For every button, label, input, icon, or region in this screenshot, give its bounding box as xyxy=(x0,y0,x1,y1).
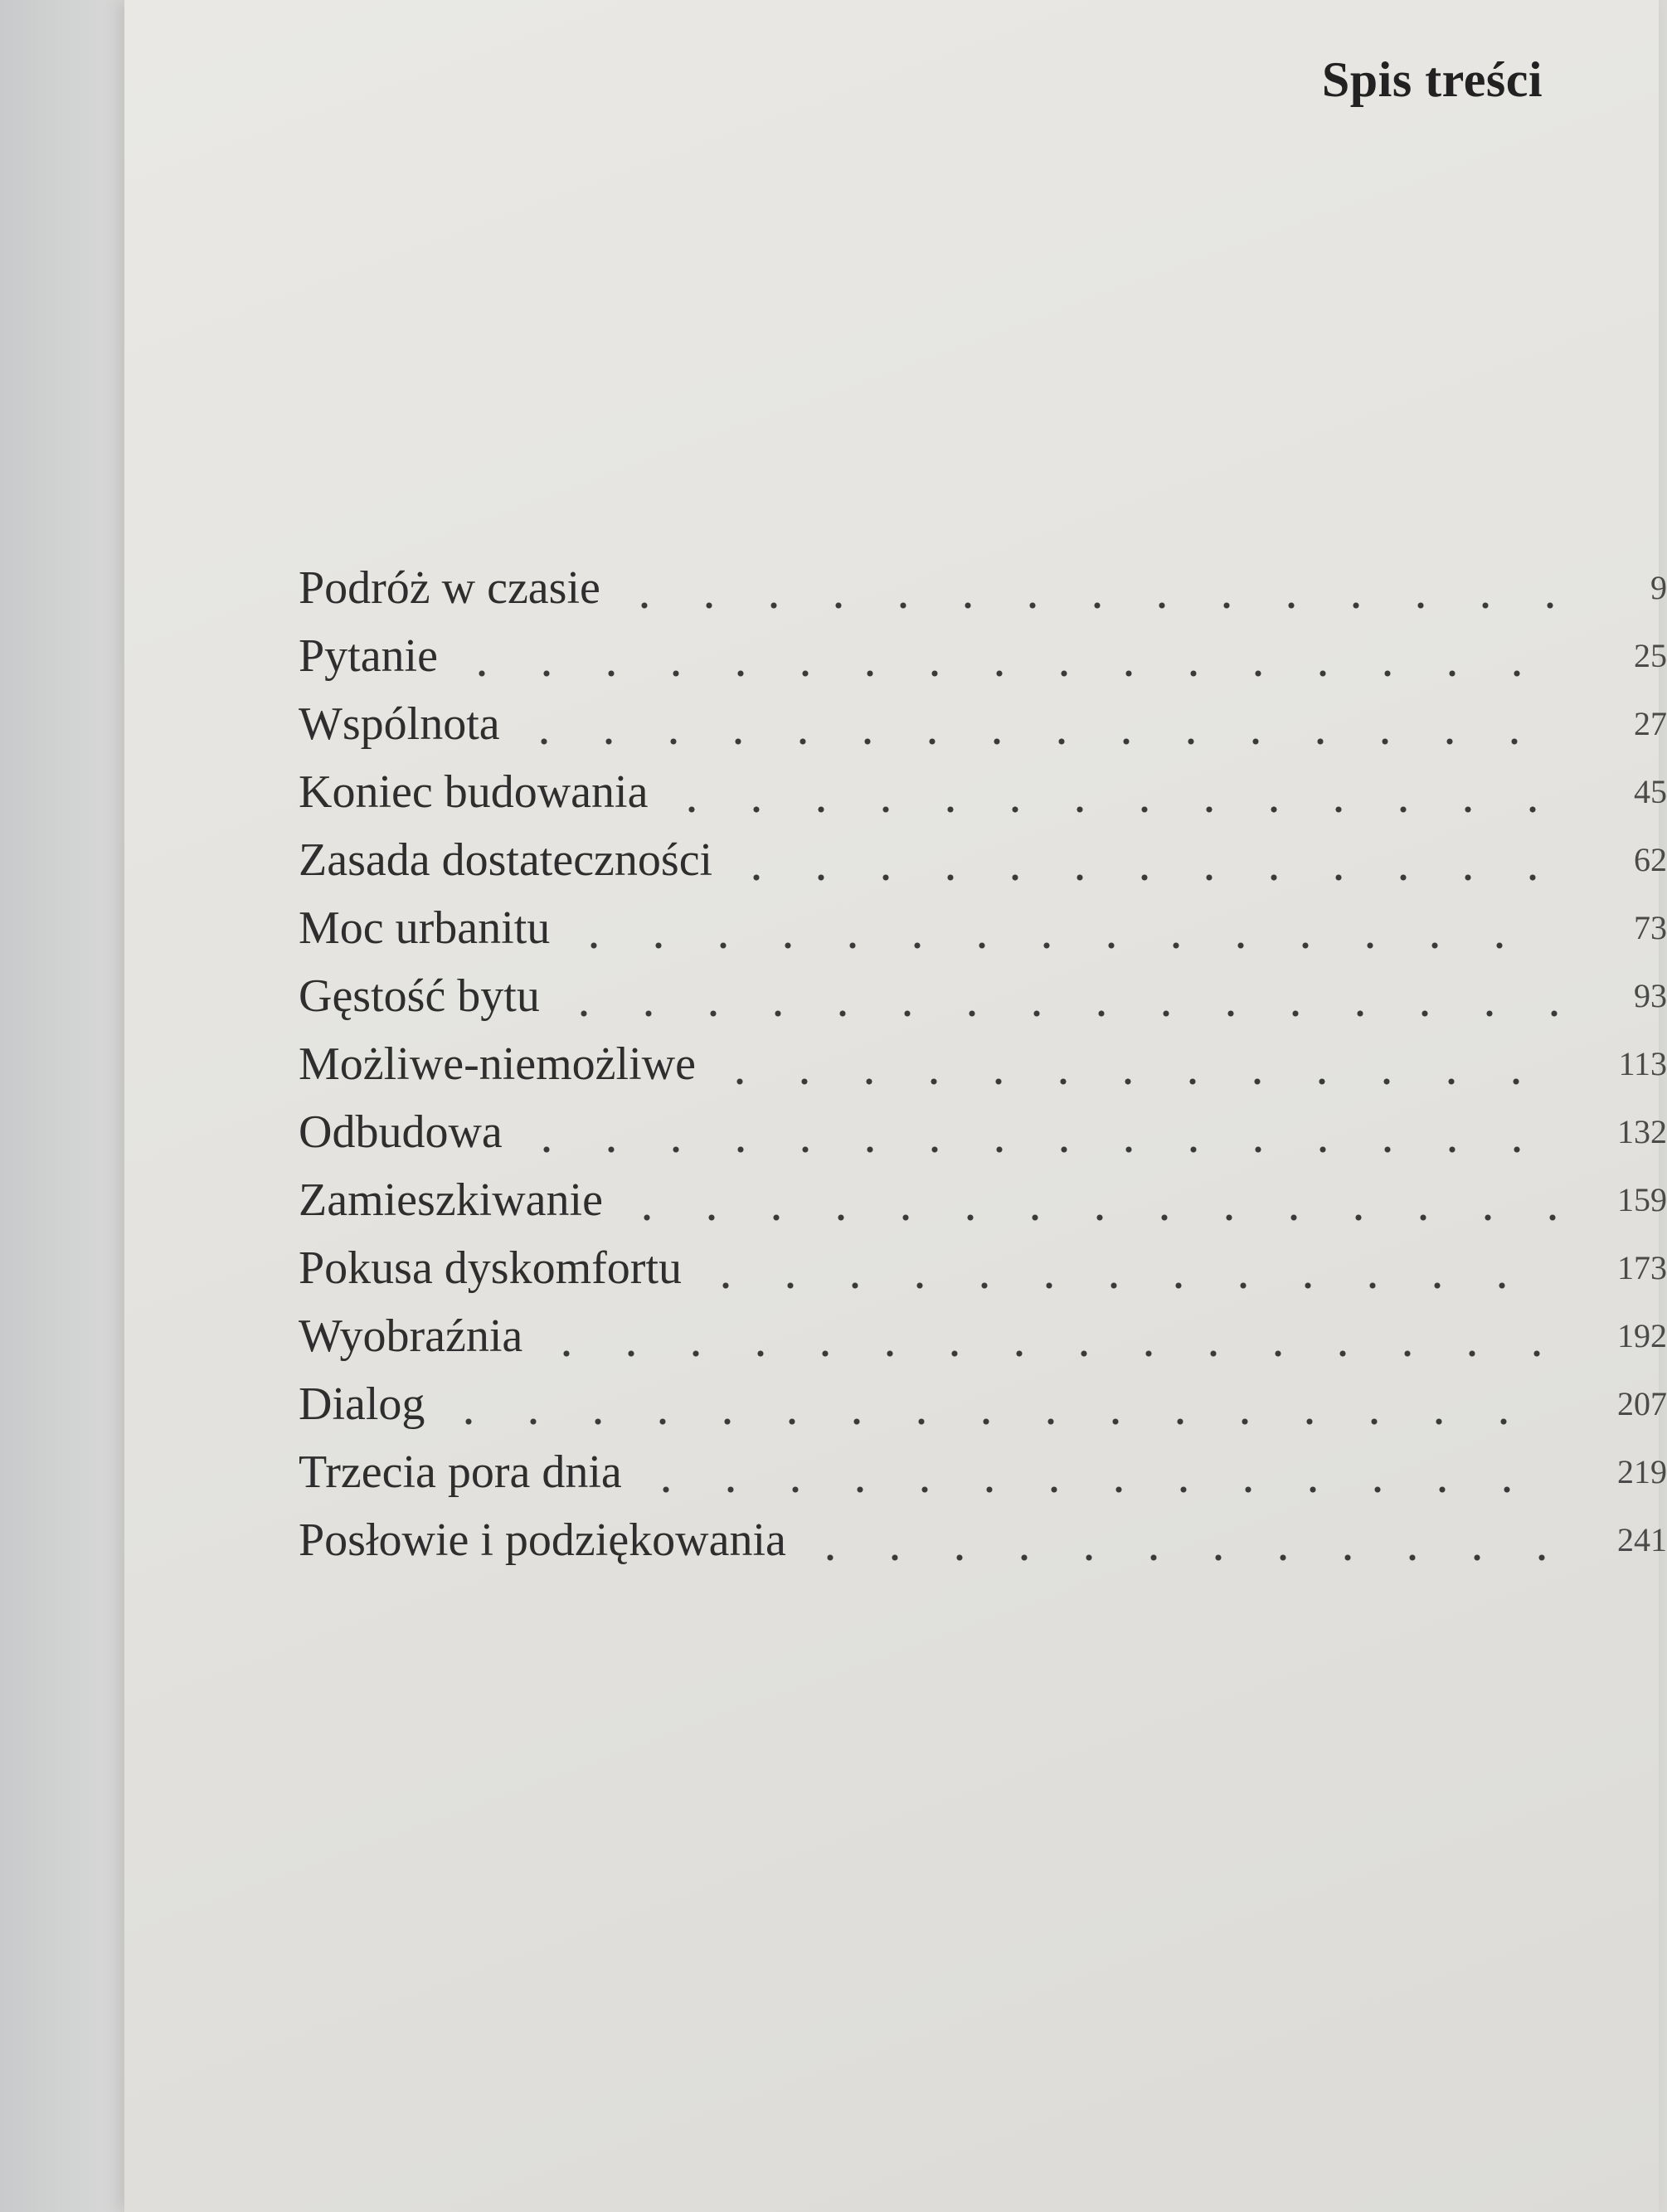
toc-entry-title: Pokusa dyskomfortu xyxy=(299,1242,682,1294)
toc-entry-page: 9 xyxy=(1650,569,1667,606)
toc-entry xyxy=(299,889,1667,957)
toc-entry-title: Dialog xyxy=(299,1378,425,1430)
toc-entry-title: Wspólnota xyxy=(299,698,500,750)
toc-entry xyxy=(299,685,1667,753)
toc-entry-page: 159 xyxy=(1617,1181,1667,1218)
toc-dot-leader xyxy=(512,695,1561,753)
book-page xyxy=(124,0,1667,2212)
toc-entry-title: Zamieszkiwanie xyxy=(299,1174,603,1226)
toc-entry-page: 73 xyxy=(1634,909,1667,946)
toc-dot-leader xyxy=(514,1103,1561,1161)
toc-dot-leader xyxy=(798,1511,1561,1569)
toc-entry xyxy=(299,1433,1667,1501)
toc-entry-page: 207 xyxy=(1617,1385,1667,1422)
toc-entry-title: Trzecia pora dnia xyxy=(299,1446,622,1498)
toc-dot-leader xyxy=(634,1443,1561,1501)
toc-entry-title: Odbudowa xyxy=(299,1106,503,1158)
toc-entry-page: 132 xyxy=(1617,1113,1667,1150)
toc-dot-leader xyxy=(561,899,1561,957)
toc-entry-page: 113 xyxy=(1618,1045,1667,1082)
toc-entry-title: Możliwe-niemożliwe xyxy=(299,1038,696,1090)
toc-entry xyxy=(299,1093,1667,1161)
toc-entry-title: Zasada dostateczności xyxy=(299,834,713,886)
toc-entry xyxy=(299,617,1667,685)
toc-entry-page: 241 xyxy=(1617,1521,1667,1558)
page-heading: Spis treści xyxy=(1321,52,1543,107)
toc-entry-page: 45 xyxy=(1634,773,1667,810)
toc-entry xyxy=(299,1161,1667,1229)
toc-entry-page: 219 xyxy=(1617,1453,1667,1490)
toc-entry-page: 173 xyxy=(1617,1249,1667,1286)
toc-dot-leader xyxy=(724,831,1561,889)
toc-dot-leader xyxy=(693,1239,1561,1297)
toc-entry xyxy=(299,821,1667,889)
toc-entry xyxy=(299,549,1667,617)
toc-dot-leader xyxy=(450,627,1561,685)
toc-entry xyxy=(299,1297,1667,1365)
toc-entry-title: Koniec budowania xyxy=(299,766,649,818)
toc-entry-title: Gęstość bytu xyxy=(299,970,540,1022)
toc-entry xyxy=(299,1501,1667,1569)
toc-entry-page: 62 xyxy=(1634,841,1667,878)
toc-entry-title: Pytanie xyxy=(299,630,438,682)
toc-entry-title: Podróż w czasie xyxy=(299,562,600,614)
toc-entry-page: 25 xyxy=(1634,637,1667,674)
toc-entry-page: 27 xyxy=(1634,705,1667,742)
toc-entry-title: Moc urbanitu xyxy=(299,902,551,954)
toc-entry-page: 192 xyxy=(1617,1317,1667,1354)
toc-entry-title: Posłowie i podziękowania xyxy=(299,1514,786,1566)
toc-dot-leader xyxy=(707,1035,1561,1093)
toc-entry-title: Wyobraźnia xyxy=(299,1310,523,1362)
toc-entry xyxy=(299,753,1667,821)
toc-dot-leader xyxy=(436,1375,1561,1433)
toc-entry xyxy=(299,957,1667,1025)
toc-entry xyxy=(299,1365,1667,1433)
toc-entry xyxy=(299,1229,1667,1297)
toc-dot-leader xyxy=(612,559,1561,617)
toc-dot-leader xyxy=(552,967,1561,1025)
table-of-contents xyxy=(299,549,1667,1569)
toc-entry-page: 93 xyxy=(1634,977,1667,1014)
toc-dot-leader xyxy=(659,763,1561,821)
toc-entry xyxy=(299,1025,1667,1093)
toc-dot-leader xyxy=(534,1307,1561,1365)
toc-dot-leader xyxy=(615,1171,1561,1229)
